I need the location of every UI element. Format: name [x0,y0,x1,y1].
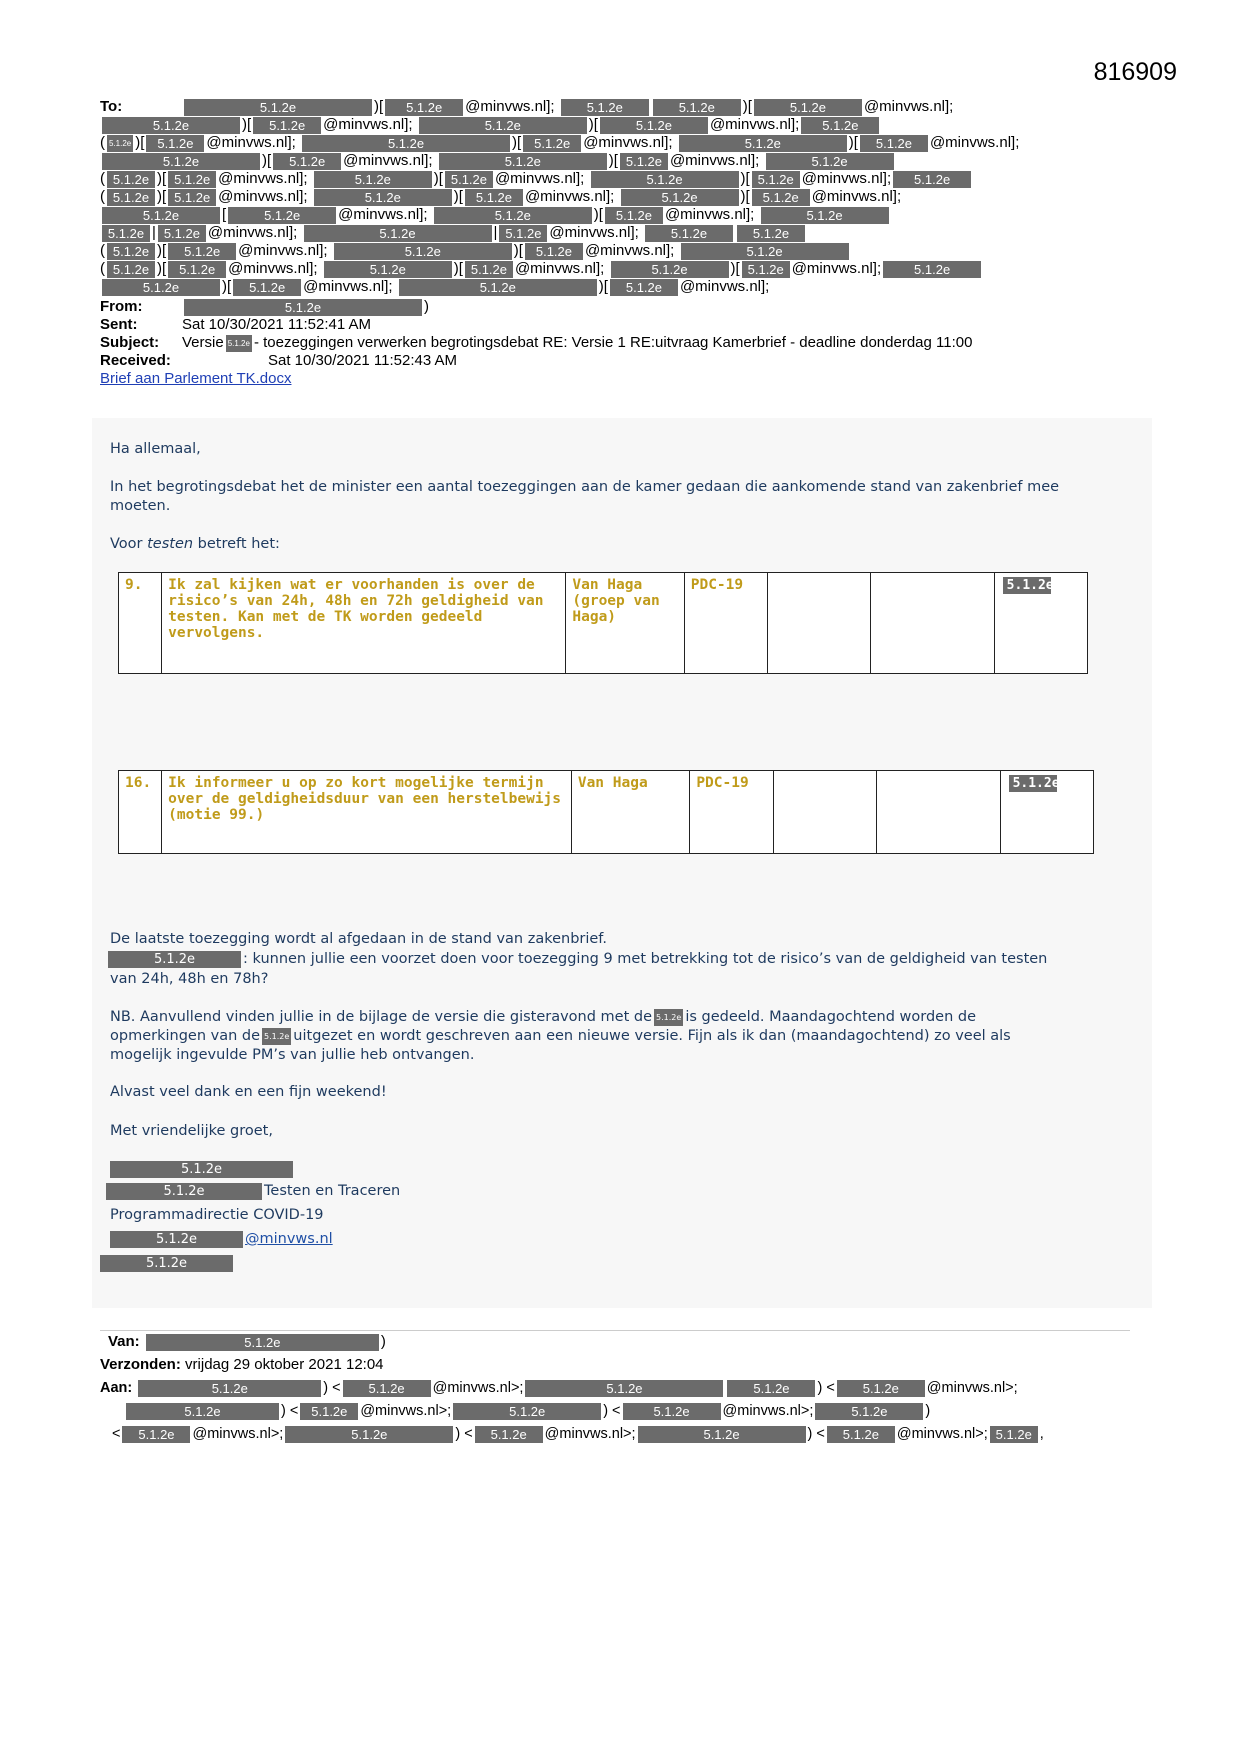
recipient-domain: @minvws.nl]; [679,278,770,295]
greeting: Ha allemaal, [110,441,201,457]
recipient-domain: @minvws.nl]; [669,152,760,169]
signature-program: Programmadirectie COVID-19 [110,1207,324,1223]
recipient-domain: @minvws.nl>; [722,1403,814,1419]
voorzet-line [106,950,1047,969]
toezegging-code: PDC-19 [684,573,767,674]
toezegging-number: 9. [119,573,162,674]
redaction: 5.1.2e [525,1380,723,1397]
recipient-domain: @minvws.nl]; [303,278,393,295]
redaction: 5.1.2e [107,171,155,188]
redaction: 5.1.2e [465,261,513,278]
to-row: ( 5.1.2e )[ 5.1.2e @minvws.nl]; 5.1.2e )[ 5.1.2e @minvws.nl]; 5.1.2e )[ 5.1.2e @minvws.nl]; 5.1.2e [100,170,1140,188]
redaction: 5.1.2e [285,1426,453,1443]
recipient-domain: @minvws.nl]; [584,242,675,259]
redaction: 5.1.2e [990,1426,1038,1443]
redaction: 5.1.2e [525,243,583,260]
redaction: 5.1.2e [623,1403,721,1420]
redaction: 5.1.2e [815,1403,923,1420]
redaction: 5.1.2e [107,189,155,206]
recipient-domain: @minvws.nl>; [360,1403,452,1419]
fwd-aan-row: Aan: 5.1.2e ) < 5.1.2e @minvws.nl>; 5.1.2e 5.1.2e ) < 5.1.2e @minvws.nl>; [100,1380,1018,1396]
redaction: 5.1.2e [561,99,649,116]
signature-email [108,1230,333,1249]
recipient-domain: @minvws.nl]; [583,134,673,151]
to-row: ( 5.1.2e )[ 5.1.2e @minvws.nl]; 5.1.2e )[ 5.1.2e @minvws.nl]; 5.1.2e )[ 5.1.2e @minvws.nl]; [100,188,902,205]
fwd-van-row: Van: 5.1.2e ) [108,1333,386,1350]
redaction: 5.1.2e [434,207,592,224]
redaction: 5.1.2e [600,117,708,134]
toezegging-text: Ik zal kijken wat er voorhanden is over de risico’s van 24h, 48h en 72h geldigheid van testen. Kan met de TK worden gedeeld vervolgens. [162,573,566,674]
sent-value: Sat 10/30/2021 11:52:41 AM [182,316,372,333]
redaction: 5.1.2e [107,261,155,278]
redaction: 5.1.2e [475,1426,543,1443]
recipient-domain: @minvws.nl]; [801,170,892,187]
closing-line: Met vriendelijke groet, [110,1123,273,1139]
recipient-domain: @minvws.nl]; [323,116,413,133]
document-id: 816909 [1093,58,1177,86]
sent-label: Sent: [100,316,138,333]
toezegging-text: Ik informeer u op zo kort mogelijke termijn over de geldigheidsduur van een herstelbewijs (motie 99.) [162,771,572,854]
signature-name [108,1160,295,1179]
recipient-domain: @minvws.nl]; [338,206,428,223]
redaction: 5.1.2e [107,243,155,260]
redaction: 5.1.2e [638,1426,806,1443]
to-label: To: [100,98,123,115]
nb-text: opmerkingen van de [110,1028,261,1044]
nb-text: is gedeeld. Maandagochtend worden de [685,1009,977,1025]
recipient-domain: @minvws.nl]; [863,98,954,115]
redaction: 5.1.2e [334,243,512,260]
voor-testen-line [110,535,280,554]
recipient-domain: @minvws.nl]; [343,152,433,169]
redaction: 5.1.2e [837,1380,925,1397]
redaction: 5.1.2e [1009,775,1057,792]
to-row: 5.1.2e )[ 5.1.2e @minvws.nl]; 5.1.2e )[ 5.1.2e @minvws.nl]; 5.1.2e [100,116,1140,134]
recipient-domain: @minvws.nl]; [709,116,800,133]
redaction: 5.1.2e [419,117,587,134]
to-row: ( 5.1.2e )[ 5.1.2e @minvws.nl]; 5.1.2e )[ 5.1.2e @minvws.nl]; 5.1.2e )[ 5.1.2e @minvws.nl]; [100,134,1020,151]
redaction: 5.1.2e [681,243,849,260]
redaction: 5.1.2e [499,225,547,242]
recipient-domain: @minvws.nl]; [791,260,882,277]
redaction: 5.1.2e [621,189,739,206]
redaction: 5.1.2e [226,335,252,352]
redaction: 5.1.2e [645,225,733,242]
redaction: 5.1.2e [168,171,216,188]
redaction: 5.1.2e [752,171,800,188]
to-row: ( 5.1.2e )[ 5.1.2e @minvws.nl]; 5.1.2e )[ 5.1.2e @minvws.nl]; 5.1.2e )[ 5.1.2e @minvws.nl]; 5.1.2e [100,260,1140,278]
to-row: 5.1.2e )[ 5.1.2e @minvws.nl]; 5.1.2e )[ 5.1.2e @minvws.nl]; [100,278,1140,296]
redaction: 5.1.2e [107,135,133,152]
to-row: To: 5.1.2e )[ 5.1.2e @minvws.nl]; 5.1.2e 5.1.2e )[ 5.1.2e @minvws.nl]; [100,98,954,115]
recipient-domain: @minvws.nl]; [811,188,902,205]
toezegging-number: 16. [119,771,162,854]
redaction: 5.1.2e [158,225,206,242]
to-row: 5.1.2e [ 5.1.2e @minvws.nl]; 5.1.2e )[ 5.1.2e @minvws.nl]; 5.1.2e [100,206,1140,224]
redaction: 5.1.2e [860,135,928,152]
voor-prefix: Voor [110,536,148,552]
redaction: 5.1.2e [102,225,150,242]
redaction: 5.1.2e [302,135,510,152]
empty-cell [877,771,1001,854]
recipient-domain: @minvws.nl]; [465,98,555,115]
redaction: 5.1.2e [727,1380,815,1397]
redaction: 5.1.2e [300,1403,358,1420]
redaction: 5.1.2e [679,135,847,152]
redaction: 5.1.2e [742,261,790,278]
redaction: 5.1.2e [883,261,981,278]
redaction: 5.1.2e [620,153,668,170]
thanks-line: Alvast veel dank en een fijn weekend! [110,1084,387,1100]
recipient-domain: @minvws.nl]; [929,134,1020,151]
redacted-cell [994,573,1087,674]
redaction: 5.1.2e [126,1403,279,1420]
redaction: 5.1.2e [754,99,862,116]
redaction: 5.1.2e [304,225,492,242]
redaction: 5.1.2e [523,135,581,152]
sent-row [100,316,1140,334]
redaction: 5.1.2e [168,261,226,278]
redaction: 5.1.2e [146,1334,379,1351]
redaction: 5.1.2e [766,153,894,170]
fwd-verzonden-value: vrijdag 29 oktober 2021 12:04 [185,1356,384,1373]
redaction: 5.1.2e [737,225,805,242]
redaction: 5.1.2e [752,189,810,206]
redaction: 5.1.2e [445,171,493,188]
voorzet-line-2: van 24h, 48h en 78h? [110,971,269,987]
redacted-cell [1000,771,1093,854]
fwd-aan-row-3: < 5.1.2e @minvws.nl>; 5.1.2e ) < 5.1.2e @minvws.nl>; 5.1.2e ) < 5.1.2e @minvws.nl>; 5.1.2e , [112,1426,1044,1442]
empty-cell [871,573,994,674]
redaction: 5.1.2e [138,1380,321,1397]
redaction: 5.1.2e [184,299,422,316]
nb-line-2 [110,1027,1011,1046]
toezegging-who: Van Haga (groep van Haga) [566,573,684,674]
from-label: From: [100,298,143,315]
redaction: 5.1.2e [110,1161,293,1178]
recipient-domain: @minvws.nl]; [218,188,308,205]
redaction: 5.1.2e [591,171,739,188]
subject-prefix: Versie [182,334,224,351]
redaction: 5.1.2e [605,207,663,224]
redaction: 5.1.2e [168,189,216,206]
empty-cell [773,771,876,854]
recipient-domain: @minvws.nl]; [664,206,755,223]
to-row: 5.1.2e | 5.1.2e @minvws.nl]; 5.1.2e | 5.1.2e @minvws.nl]; 5.1.2e 5.1.2e [100,224,1140,242]
redaction: 5.1.2e [1003,577,1051,594]
attachment-link[interactable]: Brief aan Parlement TK.docx [100,370,292,387]
recipient-domain: @minvws.nl>; [896,1426,988,1442]
redaction: 5.1.2e [653,99,741,116]
recipient-domain: @minvws.nl]; [524,188,615,205]
redaction: 5.1.2e [102,117,240,134]
nb-text: NB. Aanvullend vinden jullie in de bijlage de versie die gisteravond met de [110,1009,653,1025]
subject-row [100,334,1140,352]
recipient-domain: @minvws.nl>; [544,1426,636,1442]
received-value: Sat 10/30/2021 11:52:43 AM [268,352,458,369]
redaction: 5.1.2e [102,279,220,296]
redaction: 5.1.2e [273,153,341,170]
signature-email-link[interactable]: @minvws.nl [245,1231,333,1247]
voor-suffix: betreft het: [193,536,280,552]
redaction: 5.1.2e [228,207,336,224]
recipient-domain: @minvws.nl]; [549,224,639,241]
voor-emphasis: testen [147,536,194,552]
intro-paragraph: In het begrotingsdebat het de minister een aantal toezeggingen aan de kamer gedaan die aankomende stand van zakenbrief mee moeten. [110,479,1060,514]
redaction: 5.1.2e [801,117,879,134]
redaction: 5.1.2e [262,1028,291,1045]
redaction: 5.1.2e [102,153,260,170]
recipient-domain: @minvws.nl]; [238,242,328,259]
redaction: 5.1.2e [324,261,452,278]
redaction: 5.1.2e [146,135,204,152]
redaction: 5.1.2e [253,117,321,134]
redaction: 5.1.2e [654,1009,683,1026]
redaction: 5.1.2e [110,1231,243,1248]
redaction: 5.1.2e [108,951,241,968]
fwd-van-label: Van: [108,1333,140,1350]
voorzet-text: : kunnen jullie een voorzet doen voor toezegging 9 met betrekking tot de risico’s van de geldigheid van testen [243,951,1048,967]
redaction: 5.1.2e [611,261,729,278]
to-row: 5.1.2e )[ 5.1.2e @minvws.nl]; 5.1.2e )[ 5.1.2e @minvws.nl]; 5.1.2e [100,152,1140,170]
signature-phone [98,1254,235,1273]
redaction: 5.1.2e [385,99,463,116]
nb-line-1 [110,1008,976,1027]
redaction: 5.1.2e [893,171,971,188]
redaction: 5.1.2e [122,1426,190,1443]
recipient-domain: @minvws.nl>; [926,1380,1018,1396]
received-row [100,352,1140,370]
recipient-domain: @minvws.nl]; [514,260,605,277]
signature-dept-text: Testen en Traceren [264,1183,401,1199]
laatste-line: De laatste toezegging wordt al afgedaan in de stand van zakenbrief. [110,931,607,947]
fwd-verzonden-label: Verzonden: [100,1356,181,1373]
toezegging-who: Van Haga [571,771,689,854]
redaction: 5.1.2e [100,1255,233,1272]
toezegging-code: PDC-19 [690,771,773,854]
email-header [100,98,1140,388]
toezegging-table-16 [118,770,1094,854]
redaction: 5.1.2e [399,279,597,296]
attachment-row [100,370,1140,388]
recipient-domain: @minvws.nl>; [192,1426,284,1442]
redaction: 5.1.2e [453,1403,601,1420]
to-row: ( 5.1.2e )[ 5.1.2e @minvws.nl]; 5.1.2e )[ 5.1.2e @minvws.nl]; 5.1.2e [100,242,1140,260]
redaction: 5.1.2e [233,279,301,296]
redaction: 5.1.2e [761,207,889,224]
recipient-domain: @minvws.nl]; [207,224,298,241]
redaction: 5.1.2e [439,153,607,170]
nb-line-3: mogelijk ingevulde PM’s van jullie heb ontvangen. [110,1047,475,1063]
nb-text: uitgezet en wordt geschreven aan een nieuwe versie. Fijn als ik dan (maandagochtend) zo veel als [293,1028,1011,1044]
empty-cell [767,573,870,674]
redaction: 5.1.2e [314,171,432,188]
redaction: 5.1.2e [106,1183,262,1200]
toezegging-table-9 [118,572,1088,674]
fwd-aan-label: Aan: [100,1380,133,1396]
received-label: Received: [100,352,171,369]
redaction: 5.1.2e [314,189,452,206]
signature-dept [104,1182,400,1201]
redaction: 5.1.2e [102,207,220,224]
redaction: 5.1.2e [343,1380,431,1397]
subject-text: - toezeggingen verwerken begrotingsdebat RE: Versie 1 RE:uitvraag Kamerbrief - deadline donderdag 11:00 [253,334,973,351]
from-row: From: 5.1.2e ) [100,298,429,315]
fwd-verzonden-row [100,1354,384,1376]
redaction: 5.1.2e [168,243,236,260]
fwd-aan-row-2: 5.1.2e ) < 5.1.2e @minvws.nl>; 5.1.2e ) < 5.1.2e @minvws.nl>; 5.1.2e ) [124,1400,930,1422]
recipient-domain: @minvws.nl]; [218,170,308,187]
recipient-domain: @minvws.nl>; [432,1380,524,1396]
recipient-domain: @minvws.nl]; [206,134,296,151]
redaction: 5.1.2e [610,279,678,296]
subject-label: Subject: [100,334,160,351]
recipient-domain: @minvws.nl]; [494,170,585,187]
redaction: 5.1.2e [465,189,523,206]
redaction: 5.1.2e [827,1426,895,1443]
recipient-domain: @minvws.nl]; [228,260,318,277]
redaction: 5.1.2e [184,99,372,116]
